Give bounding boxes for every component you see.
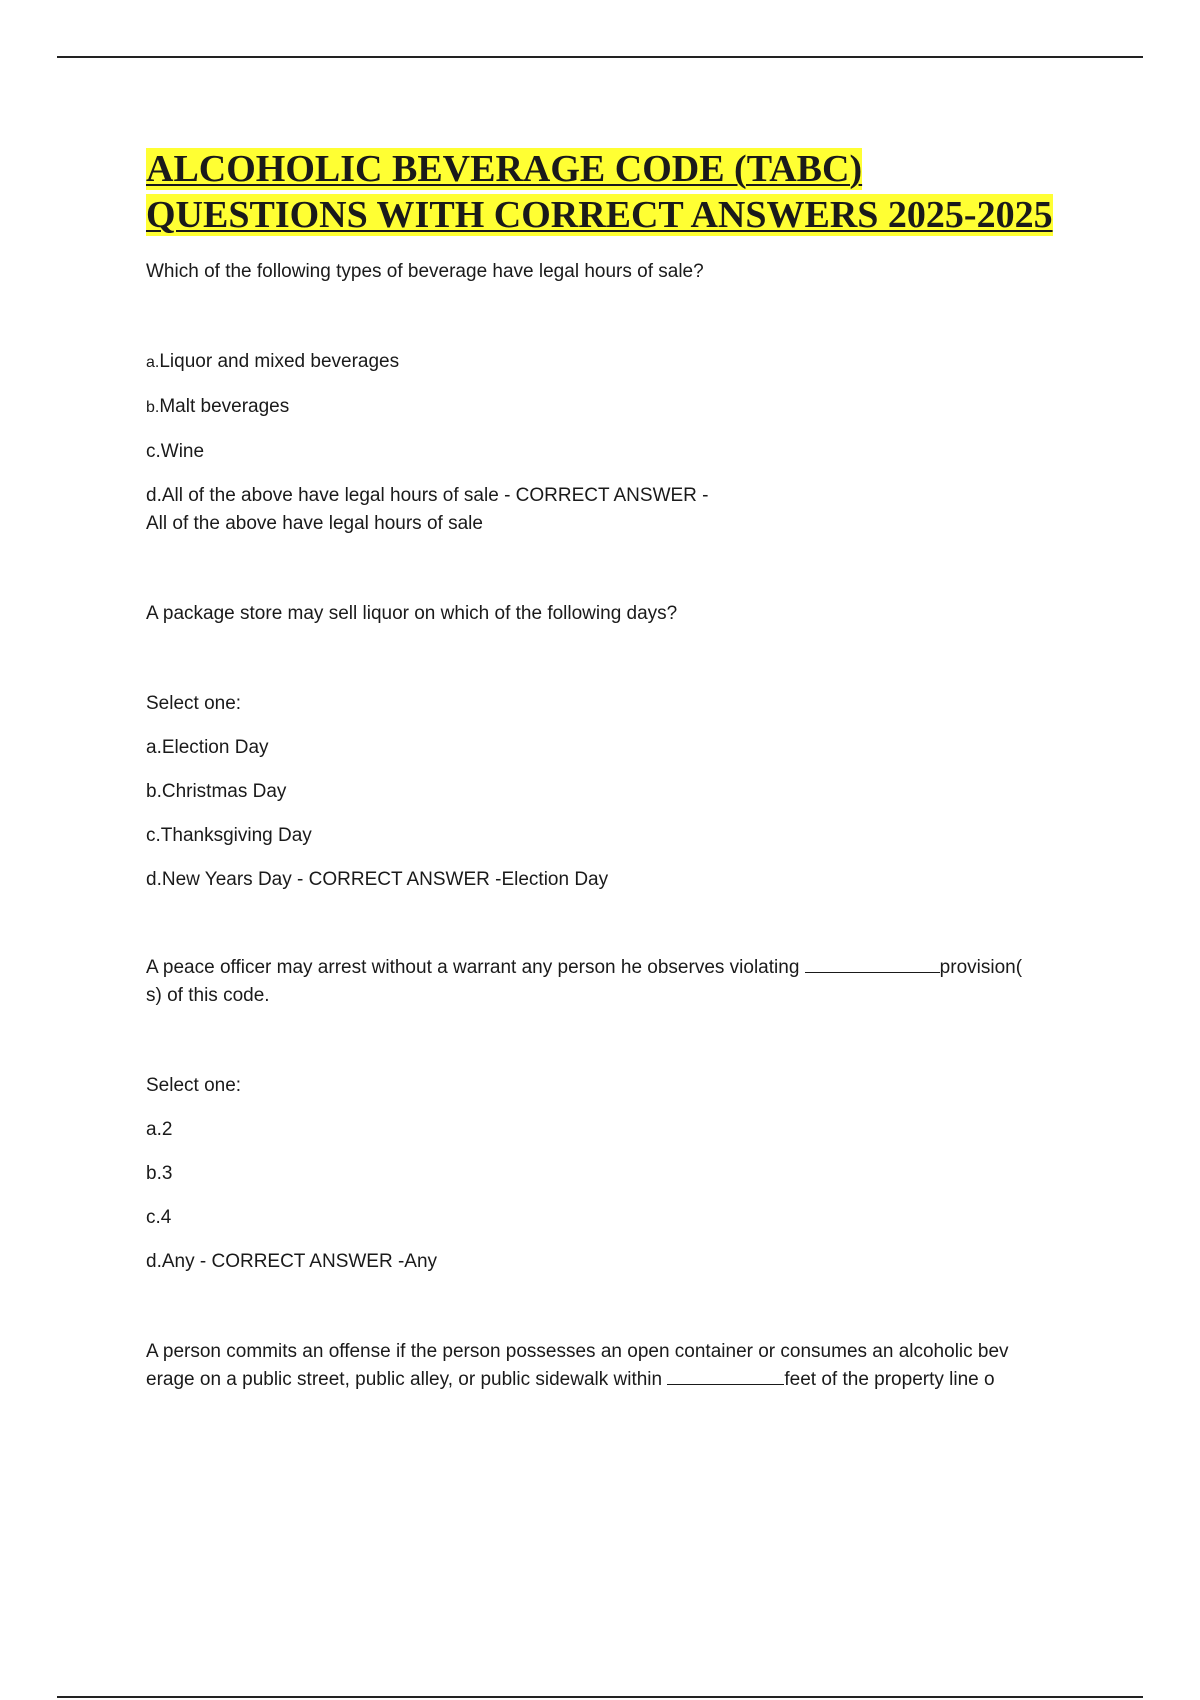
question-3-option-d: d.Any - CORRECT ANSWER -Any xyxy=(146,1251,438,1272)
question-3-prompt-line2: s) of this code. xyxy=(146,985,270,1006)
question-3 xyxy=(146,954,1106,1276)
document-title xyxy=(146,146,1106,238)
question-2-select-label: Select one: xyxy=(146,693,242,714)
question-3-option-b: b.3 xyxy=(146,1163,173,1184)
question-2-option-d: d.New Years Day - CORRECT ANSWER -Election Day xyxy=(146,869,609,890)
question-4-prompt-line2 xyxy=(146,1366,1106,1394)
option-text: Malt beverages xyxy=(159,396,290,417)
prompt-text: provision( xyxy=(939,957,1023,978)
question-2-option-c: c.Thanksgiving Day xyxy=(146,825,312,846)
option-letter: a. xyxy=(146,354,160,371)
question-1-option-c: c.Wine xyxy=(146,441,205,462)
title-line-2: QUESTIONS WITH CORRECT ANSWERS 2025-2025 xyxy=(146,194,1053,236)
question-1-option-d-line2: All of the above have legal hours of sale xyxy=(146,513,483,534)
document-body xyxy=(146,146,1106,1394)
title-line-1: ALCOHOLIC BEVERAGE CODE (TABC) xyxy=(146,148,863,190)
question-3-prompt-line1 xyxy=(146,954,1106,982)
question-2-option-a: a.Election Day xyxy=(146,737,269,758)
answer-blank xyxy=(667,1366,784,1385)
answer-blank xyxy=(805,954,940,973)
question-2 xyxy=(146,600,1106,894)
question-1-option-b xyxy=(146,393,1106,422)
question-4-prompt-line1: A person commits an offense if the person possesses an open container or consumes an alcoholic bev xyxy=(146,1341,1009,1362)
prompt-text: feet of the property line o xyxy=(784,1369,995,1390)
option-letter: b. xyxy=(146,399,160,416)
top-rule xyxy=(57,56,1143,58)
question-1-option-a xyxy=(146,348,1106,377)
question-1-prompt: Which of the following types of beverage have legal hours of sale? xyxy=(146,261,704,282)
question-4 xyxy=(146,1338,1106,1394)
prompt-text: erage on a public street, public alley, or public sidewalk within xyxy=(146,1369,668,1390)
question-3-option-a: a.2 xyxy=(146,1119,173,1140)
question-2-prompt: A package store may sell liquor on which of the following days? xyxy=(146,603,678,624)
question-3-select-label: Select one: xyxy=(146,1075,242,1096)
prompt-text: A peace officer may arrest without a warrant any person he observes violating xyxy=(146,957,805,978)
question-1-option-d-line1: d.All of the above have legal hours of sale - CORRECT ANSWER - xyxy=(146,485,709,506)
bottom-rule xyxy=(57,1696,1143,1698)
question-3-option-c: c.4 xyxy=(146,1207,172,1228)
question-2-option-b: b.Christmas Day xyxy=(146,781,287,802)
question-1 xyxy=(146,258,1106,538)
option-text: Liquor and mixed beverages xyxy=(159,351,400,372)
